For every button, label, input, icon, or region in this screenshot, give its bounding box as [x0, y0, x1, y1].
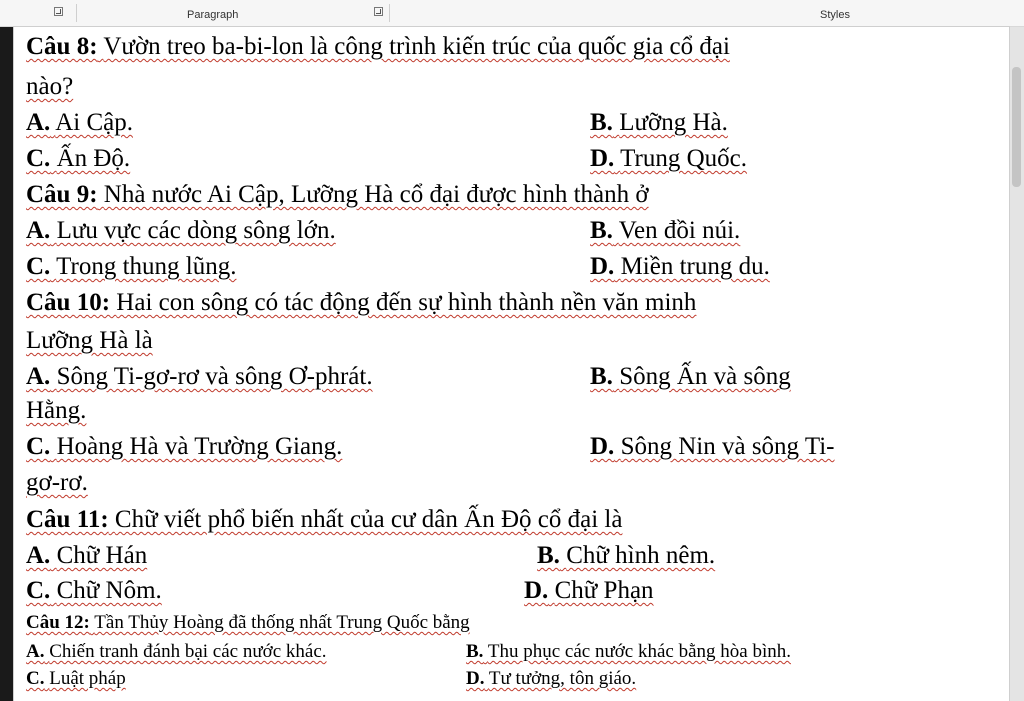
scrollbar-thumb[interactable] [1012, 67, 1021, 187]
answer-label: B. [537, 542, 560, 569]
answer-text: Trung Quốc. [620, 145, 747, 172]
answer-text: Chữ Phạn [554, 577, 654, 604]
answer-label: B. [466, 641, 484, 662]
paragraph-dialog-launcher-icon[interactable] [374, 7, 383, 16]
answer-label: A. [26, 217, 51, 244]
answer-11c [26, 576, 162, 606]
answer-label: A. [26, 542, 51, 569]
answer-8d [590, 144, 747, 174]
answer-8c [26, 144, 130, 174]
ribbon-bar [0, 0, 1024, 27]
answer-label: A. [26, 641, 45, 662]
answer-label: C. [26, 668, 45, 689]
answer-text: Sông Ấn và sông [619, 363, 791, 390]
paragraph-group-label: Paragraph [187, 9, 239, 21]
question-9-number: Câu 9: [26, 181, 98, 208]
answer-label: C. [26, 253, 51, 280]
question-8-continued: nào? [26, 73, 74, 100]
question-8-text: Vườn treo ba-bi-lon là công trình kiến trúc của quốc gia cổ đại [103, 33, 730, 60]
answer-11d [524, 576, 654, 606]
ribbon-separator [389, 4, 390, 22]
answer-8a [26, 108, 133, 138]
question-12 [26, 612, 470, 634]
styles-group-label: Styles [820, 9, 850, 21]
answer-label: C. [26, 433, 51, 460]
answer-10a [26, 362, 373, 392]
answer-text: Thu phục các nước khác bằng hòa bình. [487, 641, 791, 662]
question-9-text: Nhà nước Ai Cập, Lưỡng Hà cổ đại được hình thành ở [103, 181, 649, 208]
question-8-number: Câu 8: [26, 33, 98, 60]
question-9 [26, 180, 649, 210]
answer-text: Hoàng Hà và Trường Giang. [56, 433, 343, 460]
answer-text: Ai Cập. [55, 109, 133, 136]
answer-label: D. [524, 577, 549, 604]
question-10 [26, 288, 696, 318]
answer-text: Chiến tranh đánh bại các nước khác. [49, 641, 327, 662]
answer-text: Chữ hình nêm. [566, 542, 716, 569]
answer-text: Sông Nin và sông Ti- [620, 433, 835, 460]
question-12-number: Câu 12: [26, 612, 90, 633]
answer-10b [590, 362, 791, 392]
answer-label: B. [590, 217, 613, 244]
answer-label: B. [590, 109, 613, 136]
question-10-number: Câu 10: [26, 289, 111, 316]
answer-10d [590, 432, 835, 462]
answer-text: Lưỡng Hà. [619, 109, 728, 136]
ribbon-separator [76, 4, 77, 22]
answer-8b [590, 108, 728, 138]
question-10-continued: Lưỡng Hà là [26, 327, 153, 354]
answer-10d-continued: gơ-rơ. [26, 469, 88, 496]
answer-12a [26, 641, 327, 663]
question-11-text: Chữ viết phổ biến nhất của cư dân Ấn Độ cổ đại là [114, 506, 623, 533]
answer-10c [26, 432, 342, 462]
answer-10b-continued: Hằng. [26, 397, 87, 424]
answer-9c [26, 252, 236, 282]
answer-text: Chữ Hán [56, 542, 148, 569]
answer-text: Ven đồi núi. [618, 217, 741, 244]
answer-11b [537, 541, 715, 571]
question-11 [26, 505, 622, 535]
answer-11a [26, 541, 147, 571]
answer-label: A. [26, 109, 51, 136]
answer-label: B. [590, 363, 613, 390]
question-11-number: Câu 11: [26, 506, 109, 533]
answer-text: Lưu vực các dòng sông lớn. [56, 217, 336, 244]
answer-9a [26, 216, 336, 246]
answer-text: Tư tưởng, tôn giáo. [488, 668, 637, 689]
answer-12d [466, 668, 636, 690]
question-12-text: Tần Thủy Hoàng đã thống nhất Trung Quốc bằng [94, 612, 470, 633]
answer-text: Sông Ti-gơ-rơ và sông Ơ-phrát. [56, 363, 373, 390]
dialog-launcher-icon[interactable] [54, 7, 63, 16]
answer-text: Miền trung du. [620, 253, 770, 280]
answer-label: D. [590, 253, 615, 280]
answer-label: C. [26, 145, 51, 172]
question-8 [26, 32, 730, 62]
answer-label: D. [590, 433, 615, 460]
answer-9b [590, 216, 740, 246]
answer-text: Luật pháp [49, 668, 126, 689]
answer-text: Ấn Độ. [56, 145, 131, 172]
answer-label: D. [590, 145, 615, 172]
answer-label: D. [466, 668, 485, 689]
answer-12c [26, 668, 126, 690]
answer-label: C. [26, 577, 51, 604]
answer-label: A. [26, 363, 51, 390]
answer-text: Trong thung lũng. [56, 253, 237, 280]
vertical-scrollbar[interactable] [1009, 27, 1024, 701]
answer-12b [466, 641, 791, 663]
answer-9d [590, 252, 770, 282]
answer-text: Chữ Nôm. [56, 577, 162, 604]
question-10-text: Hai con sông có tác động đến sự hình thành nền văn minh [116, 289, 697, 316]
